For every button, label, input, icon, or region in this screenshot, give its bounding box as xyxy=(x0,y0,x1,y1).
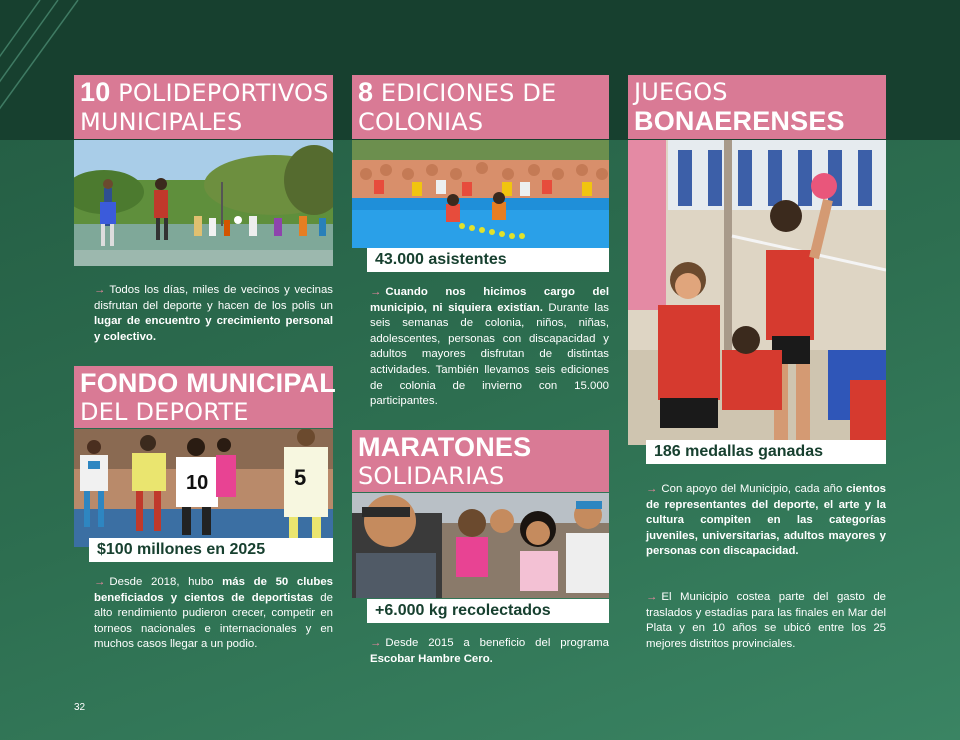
arrow-icon: → xyxy=(646,591,658,603)
colonias-title xyxy=(352,75,609,139)
swimming-pool-kids-icon xyxy=(352,140,609,248)
colonias-text: Durante las seis semanas de colonia, niños, niñas, adolescentes, personas con discapacidad y adultos mayores disfrutan de distintas actividades. También llevamos seis ediciones de colonia de invierno con 15.000 participantes. xyxy=(370,301,609,408)
fondo-text-bold: más de 50 clubes beneficiados y cientos de deportistas xyxy=(94,576,333,604)
juegos-text-1: Con apoyo del Municipio, cada año xyxy=(661,483,847,495)
maratones-title-bold: MARATONES xyxy=(358,432,532,462)
juegos-text-2: El Municipio costea parte del gasto de traslados y estadías para las finales en Mar del Plata y en 10 años se ubicó entre los 25 mejores distritos provinciales. xyxy=(646,591,886,650)
fondo-paragraph xyxy=(94,575,333,653)
polideportivos-paragraph xyxy=(94,283,333,345)
colonias-title-light-2: COLONIAS xyxy=(358,108,484,136)
maratones-title-light: SOLIDARIAS xyxy=(358,462,505,490)
arrow-icon: → xyxy=(646,483,658,495)
juegos-paragraph-1 xyxy=(646,482,886,560)
page-number: 32 xyxy=(74,702,86,713)
juegos-title-light: JUEGOS xyxy=(634,78,728,106)
arrow-icon: → xyxy=(370,637,382,649)
colonias-paragraph xyxy=(370,285,609,410)
colonias-title-bold: 8 xyxy=(358,77,374,107)
juegos-text-bold: cientos de representantes del deporte, el arte y la cultura compiten en las categorías juveniles, universitarias, adultos mayores y personas con discapacidad. xyxy=(646,483,886,558)
juegos-title-bold: BONAERENSES xyxy=(634,106,845,136)
colonias-text-bold: Cuando nos hicimos cargo del municipio, ni siquiera existían. xyxy=(370,286,609,314)
maratones-text: Desde 2015 a beneficio del programa xyxy=(385,637,609,649)
polideportivos-text-bold: lugar de encuentro y crecimiento personal y colectivo. xyxy=(94,315,333,343)
maratones-stat: +6.000 kg recolectados xyxy=(367,599,609,623)
arrow-icon: → xyxy=(94,284,106,296)
juegos-title xyxy=(628,75,886,139)
polideportivos-title-light-2: MUNICIPALES xyxy=(80,108,243,136)
beach-handball-girls-icon xyxy=(628,140,886,445)
fondo-title-light: DEL DEPORTE xyxy=(80,398,249,426)
svg-text:10: 10 xyxy=(186,472,209,494)
fondo-title-bold: FONDO MUNICIPAL xyxy=(80,368,336,398)
svg-text:5: 5 xyxy=(294,465,307,490)
fondo-text-1: Desde 2018, hubo xyxy=(109,576,223,588)
polideportivos-title-bold: 10 xyxy=(80,77,111,107)
fondo-text-2: de alto rendimiento pudieron crecer, competir en torneos nacionales e internacionales y en muchos casos llegar a un podio. xyxy=(94,591,333,651)
polideportivos-title-light-1: POLIDEPORTIVOS xyxy=(118,79,329,107)
maratones-title xyxy=(352,430,609,492)
juegos-paragraph-2 xyxy=(646,590,886,652)
colonias-title-light-1: EDICIONES DE xyxy=(380,79,557,107)
kids-playing-sports-icon xyxy=(74,140,333,266)
maratones-text-bold: Escobar Hambre Cero. xyxy=(370,652,493,665)
polideportivos-title xyxy=(74,75,333,139)
maratones-paragraph xyxy=(370,636,609,667)
arrow-icon: → xyxy=(370,286,382,298)
arrow-icon: → xyxy=(94,576,106,588)
colonias-stat: 43.000 asistentes xyxy=(367,248,609,272)
fondo-title xyxy=(74,366,336,428)
girls-soccer-team-icon xyxy=(74,429,333,547)
juegos-stat: 186 medallas ganadas xyxy=(646,440,886,464)
polideportivos-text: Todos los días, miles de vecinos y vecinas disfrutan del deporte y hacen de los polis un xyxy=(94,284,333,312)
crowd-runners-icon xyxy=(352,493,609,598)
fondo-stat: $100 millones en 2025 xyxy=(89,538,333,562)
